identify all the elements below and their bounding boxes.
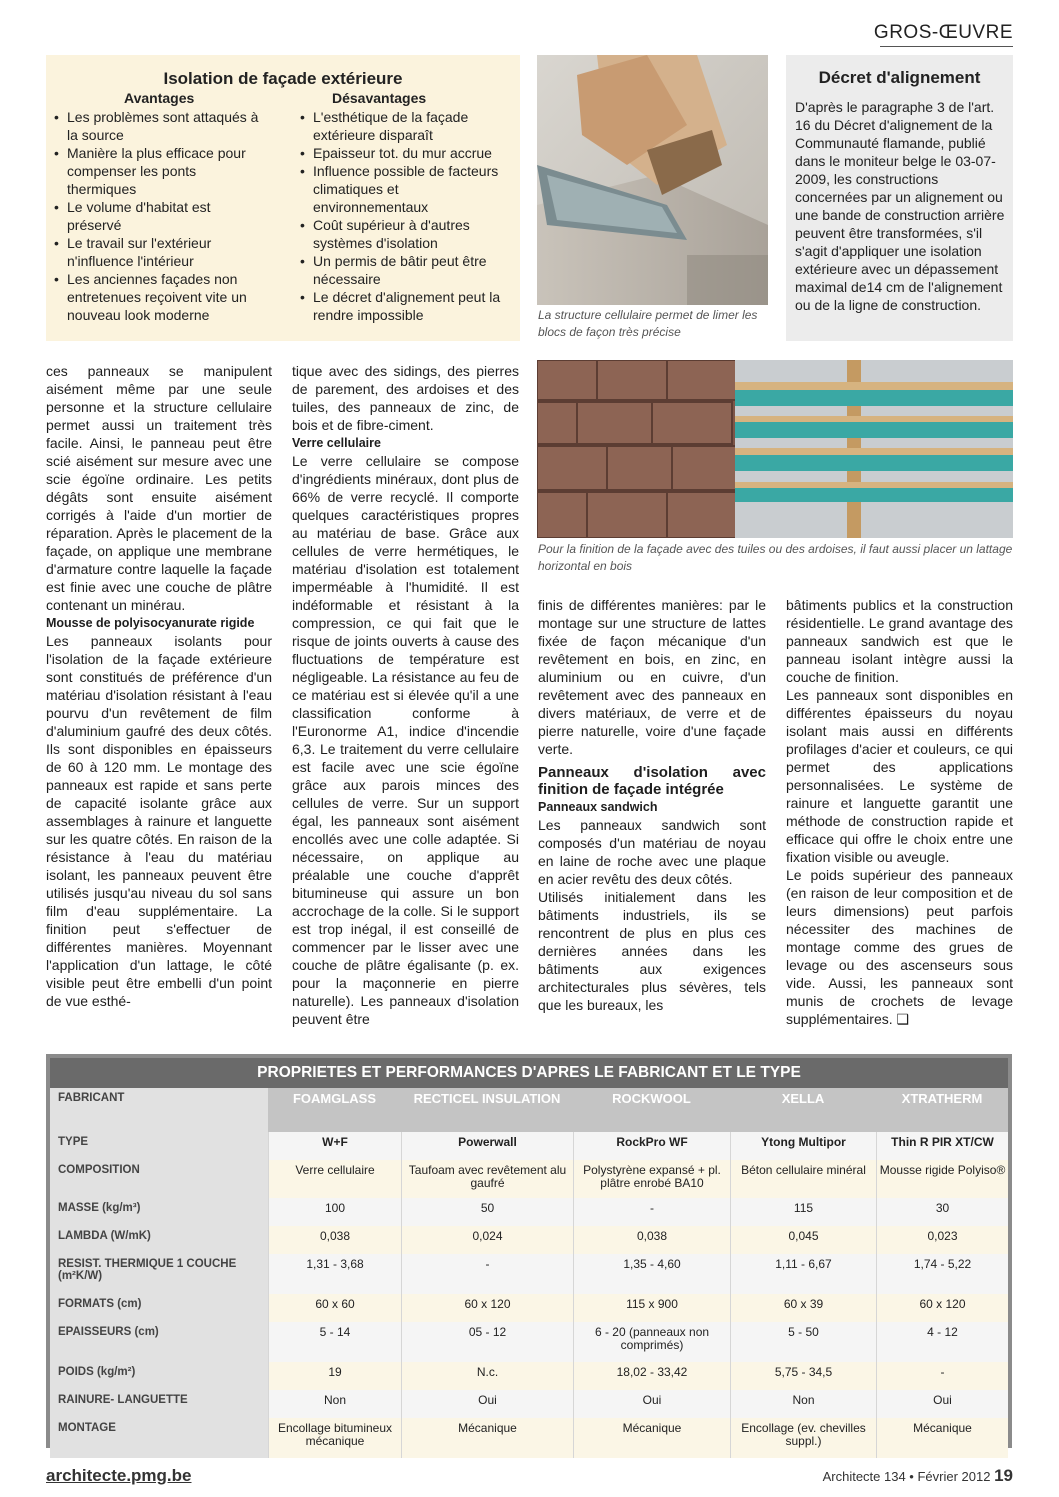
table-cell: 4 - 12 (876, 1322, 1008, 1362)
table-cell: Ytong Multipor (730, 1132, 876, 1160)
table-cell: 115 x 900 (573, 1294, 730, 1322)
table-cell: Non (268, 1390, 401, 1418)
table-cell: 1,74 - 5,22 (876, 1254, 1008, 1294)
brand-header: XTRATHERM (876, 1088, 1008, 1132)
table-cell: - (401, 1254, 573, 1294)
disadvantage-item: • Influence possible de facteurs climatiques et environnementaux (300, 162, 512, 216)
section-tag: GROS-ŒUVRE (873, 22, 1013, 43)
photo-tiles-lattage-illustration (537, 360, 1013, 538)
table-cell: 60 x 39 (730, 1294, 876, 1322)
table-cell: Thin R PIR XT/CW (876, 1132, 1008, 1160)
table-cell: - (573, 1198, 730, 1226)
row-label: FORMATS (cm) (50, 1294, 268, 1322)
advantages-box (46, 55, 520, 341)
disadvantage-item: • Le décret d'alignement peut la rendre impossible (300, 288, 512, 324)
table-cell: 1,31 - 3,68 (268, 1254, 401, 1294)
table-cell: 100 (268, 1198, 401, 1226)
footer-issue-text: Architecte 134 • Février 2012 (822, 1469, 991, 1484)
advantage-item: • Les anciennes façades non entretenues reçoivent vite un nouveau look moderne (54, 270, 266, 324)
paragraph: Les panneaux sont disponibles en différentes épaisseurs du noyau isolant mais aussi en différents profilages d'acier et couleurs, ce qui permet des applications personnalisées. Le système de rainure et languette garantit une méthode de construction rapide et efficace qui offre le choix entre une fixation visible ou aveugle. (786, 687, 1013, 865)
footer-site-link[interactable]: architecte.pmg.be (46, 1466, 192, 1485)
advantages-box-title: Isolation de façade extérieure (163, 69, 403, 88)
section-heading: Panneaux d'isolation avec finition de façade intégrée (538, 764, 766, 798)
table-cell: 5 - 50 (730, 1322, 876, 1362)
table-cell: 0,024 (401, 1226, 573, 1254)
table-cell: Encollage bitumineux mécanique (268, 1418, 401, 1458)
footer-issue (823, 1466, 1013, 1486)
table-cell: Powerwall (401, 1132, 573, 1160)
table-cell: 60 x 60 (268, 1294, 401, 1322)
advantage-item: • Les problèmes sont attaqués à la source (54, 108, 266, 144)
table-cell: 0,023 (876, 1226, 1008, 1254)
brand-header: RECTICEL INSULATION (401, 1088, 573, 1132)
table-cell: 1,11 - 6,67 (730, 1254, 876, 1294)
subheading: Mousse de polyisocyanurate rigide (46, 616, 255, 630)
table-cell: Béton cellulaire minéral (730, 1160, 876, 1198)
table-cell: 0,045 (730, 1226, 876, 1254)
row-label: POIDS (kg/m²) (50, 1362, 268, 1390)
section-rule (880, 46, 1013, 47)
table-cell: 5 - 14 (268, 1322, 401, 1362)
decret-title: Décret d'alignement (818, 68, 981, 87)
article-column-3 (538, 596, 766, 1014)
table-cell: Encollage (ev. chevilles suppl.) (730, 1418, 876, 1458)
brand-header: ROCKWOOL (573, 1088, 730, 1132)
table-cell: 05 - 12 (401, 1322, 573, 1362)
table-cell: Mécanique (573, 1418, 730, 1458)
row-label: MASSE (kg/m³) (50, 1198, 268, 1226)
table-cell: 60 x 120 (876, 1294, 1008, 1322)
disadvantage-item: • Epaisseur tot. du mur accrue (300, 144, 512, 162)
decret-body: D'après le paragraphe 3 de l'art. 16 du Décret d'alignement de la Communauté flamande, publié dans le moniteur belge le 03-07-2009, les constructions concernées par un alignement ou une bande de construction arrière peuvent être transformées, s'il s'agit d'appliquer une isolation extérieure avec un dépassement maximal de14 cm de l'alignement ou de la ligne de construction. (795, 99, 1005, 313)
table-cell: 6 - 20 (panneaux non comprimés) (573, 1322, 730, 1362)
brand-header: XELLA (730, 1088, 876, 1132)
brand-header: FOAMGLASS (268, 1088, 401, 1132)
paragraph: bâtiments publics et la construction résidentielle. Le grand avantage des panneaux sandwich est que le panneau isolant intègre aussi la couche de finition. (786, 597, 1013, 685)
paragraph: Le verre cellulaire se compose d'ingrédients minéraux, dont plus de 66% de verre recyclé. Il comporte quelques caractéristiques propres au matériau de base. Grâce aux cellules de verre hermétiques, le matériau d'isolation est totalement imperméable à l'humidité. Il est indéformable et résistant à la compression, ce qui fait que le risque de joints ouverts à cause des fluctuations de température est négligeable. La résistance au feu de ce matériau est si élevée qu'il a une classification conforme à l'Euronorme A1, indice d'incendie 6,3. Le traitement du verre cellulaire est facile avec une scie égoïne grâce aux parois minces des cellules de verre. Sur un support égal, les panneaux sont aisément encollés avec une colle adaptée. Si nécessaire, on applique au préalable une couche d'apprêt bitumineuse qui assure un bon accrochage de la colle. Si le support est trop inégal, il est conseillé de commencer par le lisser avec une couche de plâtre égalisante (p. ex. pour la maçonnerie en pierre naturelle). Les panneaux d'isolation peuvent être (292, 453, 519, 1027)
row-label-fabricant: FABRICANT (50, 1088, 268, 1132)
advantage-item: • Le volume d'habitat est préservé (54, 198, 266, 234)
photo1-caption: La structure cellulaire permet de limer les blocs de façon très précise (538, 308, 758, 339)
table-cell: 0,038 (268, 1226, 401, 1254)
advantage-item: • Le travail sur l'extérieur n'influence l'intérieur (54, 234, 266, 270)
table-cell: RockPro WF (573, 1132, 730, 1160)
table-cell: 5,75 - 34,5 (730, 1362, 876, 1390)
disadvantages-list (300, 108, 512, 324)
table-cell: N.c. (401, 1362, 573, 1390)
paragraph: Le poids supérieur des panneaux (en raison de leur composition et de leurs dimensions) peut parfois nécessiter des machines de montage comme des grues de levage ou des ascenseurs sous vide. Aussi, les panneaux sont munis de crochets de levage supplémentaires. ❑ (786, 867, 1013, 1027)
table-cell: 18,02 - 33,42 (573, 1362, 730, 1390)
table-cell: Mécanique (876, 1418, 1008, 1458)
paragraph: ces panneaux se manipulent aisément même par une seule personne et la structure cellulaire permet aussi un traitement très facile. Ainsi, le panneau peut être scié aisément sur mesure avec une scie égoïne ordinaire. Les petits dégâts sont ensuite aisément corrigés à l'aide d'un mortier de réparation. Après le placement de la façade, on applique une membrane d'armature contre laquelle la façade est finie avec une couche de plâtre contenant un minérau. (46, 363, 272, 613)
decret-box (786, 55, 1013, 341)
paragraph: tique avec des sidings, des pierres de parement, des ardoises et des tuiles, des panneaux de zinc, de bois et de fibre-ciment. (292, 363, 519, 433)
row-label: TYPE (50, 1132, 268, 1160)
table-cell: Taufoam avec revêtement alu gaufré (401, 1160, 573, 1198)
table-cell: W+F (268, 1132, 401, 1160)
photo2-caption: Pour la finition de la façade avec des tuiles ou des ardoises, il faut aussi placer un lattage horizontal en bois (538, 542, 1013, 573)
advantage-item: • Manière la plus efficace pour compenser les ponts thermiques (54, 144, 266, 198)
row-label: MONTAGE (50, 1418, 268, 1458)
photo-rasp-block (537, 55, 768, 305)
disadvantage-item: • L'esthétique de la façade extérieure disparaît (300, 108, 512, 144)
table-cell: 50 (401, 1198, 573, 1226)
row-label: RESIST. THERMIQUE 1 COUCHE (m²K/W) (50, 1254, 268, 1294)
table-cell: 30 (876, 1198, 1008, 1226)
photo-rasp-block-illustration (537, 55, 768, 305)
paragraph: Les panneaux isolants pour l'isolation de la façade extérieure sont constitués de préférence d'un matériau d'isolation résistant à l'eau pourvu d'un revêtement de film d'aluminium gaufré des deux côtés. Ils sont disponibles en épaisseurs de 60 à 120 mm. Le montage des panneaux est rapide et sans perte de capacité isolante grâce aux assemblages à rainure et languette sur les quatre côtés. En raison de la résistance à l'eau du matériau isolant, les panneaux peuvent être utilisés jusqu'au niveau du sol sans film d'eau supplémentaire. La finition peut s'effectuer de différentes manières. Moyennant l'application d'un lattage, le côté visible peut être embelli d'un point de vue esthé- (46, 633, 272, 1009)
table-cell: 1,35 - 4,60 (573, 1254, 730, 1294)
disadvantage-item: • Coût supérieur à d'autres systèmes d'isolation (300, 216, 512, 252)
table-cell: - (876, 1362, 1008, 1390)
page-number: 19 (994, 1466, 1013, 1485)
table-cell: Oui (401, 1390, 573, 1418)
properties-table (50, 1058, 1008, 1458)
row-label: COMPOSITION (50, 1160, 268, 1198)
advantages-heading: Avantages (124, 90, 195, 106)
paragraph: Les panneaux sandwich sont composés d'un matériau de noyau en laine de roche avec une plaque en acier revêtu des deux côtés. (538, 817, 766, 887)
subheading: Panneaux sandwich (538, 800, 658, 814)
table-title: PROPRIETES ET PERFORMANCES D'APRES LE FABRICANT ET LE TYPE (50, 1058, 1008, 1088)
subheading: Verre cellulaire (292, 436, 381, 450)
article-column-4 (786, 596, 1013, 1028)
table-cell: 115 (730, 1198, 876, 1226)
photo-tiles-lattage (537, 360, 1013, 538)
row-label: LAMBDA (W/mK) (50, 1226, 268, 1254)
advantages-list (54, 108, 266, 324)
table-cell: 60 x 120 (401, 1294, 573, 1322)
table-cell: Mousse rigide Polyiso® (876, 1160, 1008, 1198)
disadvantage-item: • Un permis de bâtir peut être nécessaire (300, 252, 512, 288)
table-cell: Non (730, 1390, 876, 1418)
table-cell: Oui (876, 1390, 1008, 1418)
table-cell: Verre cellulaire (268, 1160, 401, 1198)
row-label: RAINURE- LANGUETTE (50, 1390, 268, 1418)
table-cell: Oui (573, 1390, 730, 1418)
table-cell: Mécanique (401, 1418, 573, 1458)
table-cell: Polystyrène expansé + pl. plâtre enrobé BA10 (573, 1160, 730, 1198)
paragraph: Utilisés initialement dans les bâtiments industriels, ils se rencontrent de plus en plus ces dernières années dans les bâtiments aux exigences architecturales plus sévères, tels que les bureaux, les (538, 889, 766, 1013)
article-column-1 (46, 362, 272, 1010)
properties-table-frame (46, 1054, 1012, 1448)
table-cell: 0,038 (573, 1226, 730, 1254)
disadvantages-heading: Désavantages (332, 90, 427, 106)
paragraph: finis de différentes manières: par le montage sur une structure de lattes fixée de façon mécanique d'un revêtement en bois, en zinc, en aluminium ou en cuivre, d'un revêtement avec des panneaux en divers matériaux, de verre et de pierre naturelle, voire d'une façade verte. (538, 597, 766, 757)
article-column-2 (292, 362, 519, 1028)
row-label: EPAISSEURS (cm) (50, 1322, 268, 1362)
table-cell: 19 (268, 1362, 401, 1390)
